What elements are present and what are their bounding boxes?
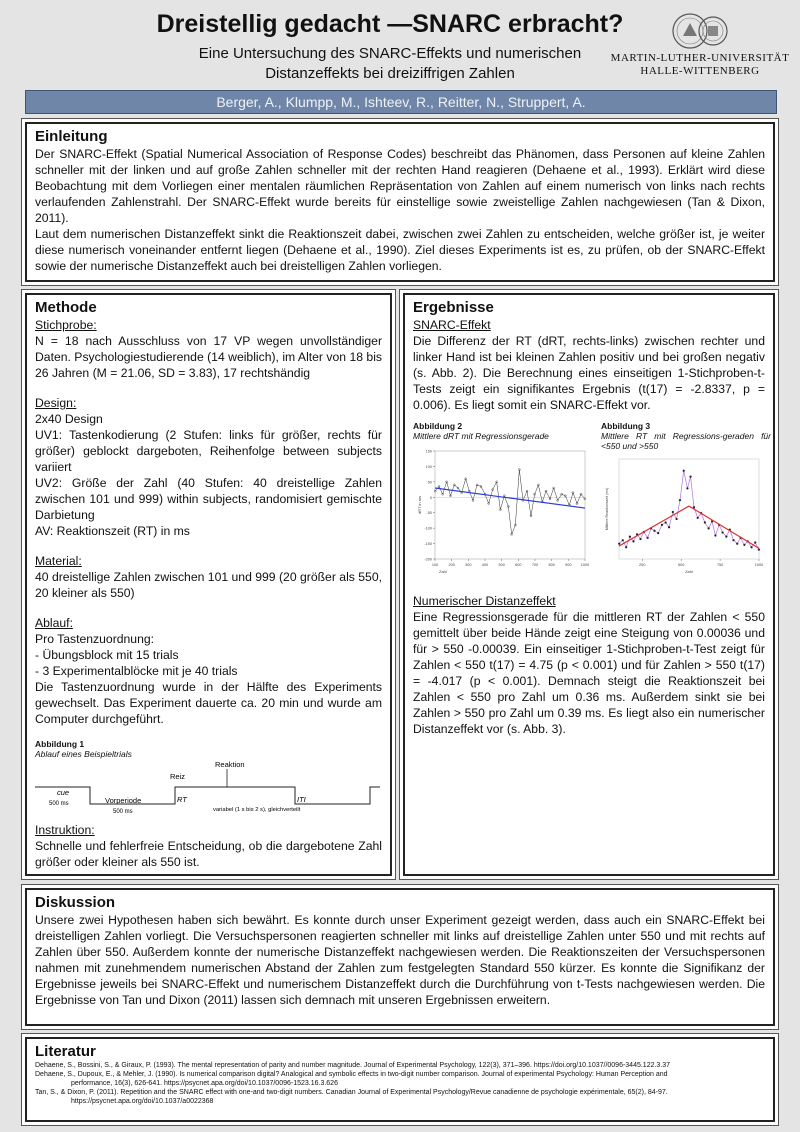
fig2-x-tick-label: 400: [481, 563, 489, 567]
fig3-data-point: [736, 543, 738, 545]
fig1-reiz: Reiz: [170, 772, 186, 781]
einleitung-box: [25, 122, 775, 282]
fig3-data-point: [714, 534, 716, 536]
fig2-x-tick-label: 200: [448, 563, 455, 567]
ergebnisse-box: [403, 293, 775, 876]
university-name-1: MARTIN-LUTHER-UNIVERSITÄT: [610, 52, 790, 64]
fig2-x-tick-label: 1000: [580, 563, 590, 567]
reference-item: Tan, S., & Dixon, P. (2011). Repetition and the SNARC effect with one-and two-digit numbers. Canadian Journal of Experimental Psychology/Revue canadienne de psychologie expérimentale, 65(2), 84-97.: [35, 1089, 668, 1096]
fig2-y-tick-label: -100: [424, 526, 432, 531]
fig1-iti: ITI: [297, 795, 306, 804]
literatur-heading: Literatur: [35, 1043, 96, 1060]
fig2-x-tick-label: 600: [515, 563, 522, 567]
reference-item: performance, 16(3), 626-641. https://psycnet.apa.org/doi/10.1037/0096-1523.16.3.626: [71, 1080, 338, 1087]
stichprobe-text: N = 18 nach Ausschluss von 17 VP wegen unvollständiger Daten. Psychologiestudierende (14 weiblich), im Alter von 18 bis 26 Jahren (M = 21.06, SD = 3.83), 17 rechtshändig: [35, 334, 382, 380]
fig3-data-point: [689, 476, 691, 478]
fig2-caption: Mittlere dRT mit Regressionsgerade: [413, 431, 549, 441]
fig3-y-axis-label: Mittlere Reaktionszeit (ms): [605, 487, 609, 531]
reference-item: Dehaene, S., Dupoux, E., & Mehler, J. (1990). Is numerical comparison digital? Analogical and symbolic effects in two-digit number comparison. Journal of experimental Psychology: Human Perception and: [35, 1071, 668, 1078]
fig2-x-tick-label: 500: [498, 563, 505, 567]
fig3-data-point: [629, 536, 631, 538]
ergebnisse-heading: Ergebnisse: [413, 299, 494, 316]
distanz-text: Eine Regressionsgerade für die mittleren RT der Zahlen < 550 gemittelt über beide Hände zeigt eine Steigung von 0.00036 und für > 550 -0.00039. Ein einseitiger 1-Stichproben-t-Test zeigt für Zahlen < 550 t(17) = 4.75 (p < 0.001) und für Zahlen > 550 t(17) = -4.017 (p < 0.001). Demnach steigt die Reaktionszeit bei Zahlen < 550 pro Zahl um 0.36 ms. Außerdem sinkt sie bei Zahlen > 550 pro Zahl um 0.39 ms. Es liegt also ein numerischer Distanzeffekt vor (s. Abb. 3).: [413, 610, 765, 736]
fig2-y-axis-label: dRT in ms: [417, 495, 422, 515]
design-line: UV1: Tastenkodierung (2 Stufen: links für größer, rechts für größer) geblockt dargeboten, Reihenfolge between subjects variiert: [35, 428, 382, 474]
fig2-x-tick-label: 700: [531, 563, 539, 567]
fig1-vorperiode: Vorperiode: [105, 796, 142, 805]
fig2-background: [413, 441, 593, 581]
fig3-data-point: [622, 539, 624, 541]
fig3-data-point: [732, 539, 734, 541]
fig3-data-point: [625, 546, 627, 548]
fig2-y-tick-label: 150: [425, 449, 432, 454]
fig3-data-point: [661, 524, 663, 526]
poster-subtitle: [150, 44, 630, 84]
fig2-x-tick-label: 300: [465, 563, 472, 567]
fig3-data-point: [665, 521, 667, 523]
fig3-caption: Mittlere RT mit Regressions-geraden für <550 und >550: [601, 431, 771, 451]
fig3-data-point: [754, 541, 756, 543]
fig3-data-point: [704, 521, 706, 523]
fig2-x-tick-label: 900: [565, 563, 572, 567]
authors-bar: Berger, A., Klumpp, M., Ishteev, R., Reitter, N., Struppert, A.: [25, 90, 777, 114]
fig3-data-point: [679, 499, 681, 501]
fig3-data-point: [686, 487, 688, 489]
instruktion-text: Schnelle und fehlerfreie Entscheidung, ob die dargebotene Zahl größer oder kleiner als 550 ist.: [35, 839, 382, 869]
literatur-box: [25, 1037, 775, 1122]
ablauf-line: - 3 Experimentalblöcke mit je 40 trials: [35, 664, 238, 678]
fig1-cue: cue: [57, 788, 70, 797]
fig2-y-tick-label: 0: [429, 495, 432, 500]
material-text: 40 dreistellige Zahlen zwischen 101 und 999 (20 größer als 550, 20 kleiner als 550): [35, 570, 382, 600]
fig2-chart: [413, 441, 593, 581]
diskussion-heading: Diskussion: [35, 894, 116, 911]
fig1-caption: Ablauf eines Beispieltrials: [35, 749, 132, 759]
snarc-label: SNARC-Effekt: [413, 318, 491, 332]
fig3-data-point: [675, 518, 677, 520]
diskussion-text: Unsere zwei Hypothesen haben sich bewährt. Es konnte durch unser Experiment gezeigt werden, dass auch ein SNARC-Effekt bei dreistelligen Zahlen vorliegt. Die Versuchspersonen reagierten schneller mit links auf dreistellige Zahlen unter 550 und mit rechts auf Zahlen über 550. Außerdem konnte der numerische Distanzeffekt nachgewiesen werden. Die Reaktionszeiten der Versuchspersonen nahmen mit zunehmendem numerischen Abstand der Zahlen zum festgelegten Standard 550 kürzer. Es konnte die Signifikanz der Ergebnisse jeweils bei SNARC-Effekt und numerischem Distanzeffekt durch die Durchführung von t-Tests nachgewiesen werden. Die Ergebnisse von Tan und Dixon (2011) lassen sich demnach mit unseren Ergebnissen erweitern.: [35, 913, 765, 1007]
fig3-x-tick-label: 750: [716, 563, 724, 567]
fig1-reaktion: Reaktion: [215, 760, 245, 769]
reference-item: Dehaene, S., Bossini, S., & Giraux, P. (1993). The mental representation of parity and number magnitude. Journal of Experimental Psychology, 122(3), 371–396. https://doi.org/10.1037//0096-3445.122.3.37: [35, 1062, 671, 1069]
einleitung-heading: Einleitung: [35, 128, 108, 145]
fig1-iti-note: variabel (1 s bis 2 s), gleichverteilt: [213, 807, 301, 813]
fig3-x-tick-label: 250: [639, 563, 646, 567]
fig1-trial-diagram: [35, 759, 380, 817]
fig3-data-point: [647, 537, 649, 539]
diskussion-box: [25, 888, 775, 1026]
fig3-chart: [601, 451, 766, 579]
fig1-cue-ms: 500 ms: [49, 801, 69, 807]
fig3-x-tick-label: 500: [678, 563, 685, 567]
fig3-data-point: [639, 538, 641, 540]
figures-row: [413, 421, 771, 593]
design-line: UV2: Größe der Zahl (40 Stufen: 40 dreistellige Zahlen zwischen 101 und 999) within subjects, randomisiert gemischte Darbietung: [35, 476, 382, 522]
fig2-y-tick-label: -150: [424, 542, 432, 547]
fig2-y-tick-label: 100: [425, 464, 432, 469]
distanz-label: Numerischer Distanzeffekt: [413, 594, 556, 608]
fig3-x-tick-label: 1000: [754, 563, 764, 567]
fig3-data-point: [758, 548, 760, 550]
stichprobe-label: Stichprobe:: [35, 318, 97, 332]
fig1-title: Abbildung 1: [35, 739, 85, 749]
fig1-rt: RT: [177, 795, 187, 804]
university-seal-icon: [671, 12, 729, 50]
fig3-title: Abbildung 3: [601, 421, 651, 431]
methode-heading: Methode: [35, 299, 97, 316]
reference-item: https://psycnet.apa.org/doi/10.1037/a0022368: [71, 1098, 214, 1105]
university-name-2: HALLE-WITTENBERG: [640, 65, 760, 77]
ablauf-line: - Übungsblock mit 15 trials: [35, 648, 179, 662]
fig3-data-point: [618, 543, 620, 545]
fig3-data-point: [683, 470, 685, 472]
einleitung-paragraph-1: Der SNARC-Effekt (Spatial Numerical Association of Response Codes) beschreibt das Phänomen, dass Personen auf kleine Zahlen schneller mit der linken und auf große Zahlen schneller mit der rechten Hand reagieren (Dehaene et al., 1993). Erklärt wird diese Beobachtung mit dem Vorliegen einer mentalen räumlichen Repräsentation von Zahlen auf einem numerisch von links nach rechts verlaufenden Zahlenstrahl. Der SNARC-Effekt wurde bereits für einstellige sowie zweistellige Zahlen nachgewiesen (Tan & Dixon, 2011).: [35, 147, 765, 225]
fig3-data-point: [722, 531, 724, 533]
material-label: Material:: [35, 554, 82, 568]
fig3-data-point: [708, 527, 710, 529]
fig3: [601, 421, 771, 584]
fig2-y-tick-label: -50: [426, 511, 432, 516]
design-line: 2x40 Design: [35, 412, 103, 426]
ablauf-text: Die Tastenzuordnung wurde in der Hälfte des Experiments gewechselt. Das Experiment dauerte ca. 20 min und wurde am Computer durchgeführt.: [35, 680, 382, 726]
fig3-data-point: [697, 517, 699, 519]
subtitle-line-1: Eine Untersuchung des SNARC-Effekts und numerischen: [198, 45, 582, 62]
fig3-x-axis-label: Zahl: [685, 569, 693, 574]
ablauf-line: Pro Tastenzuordnung:: [35, 632, 155, 646]
fig2: [413, 421, 598, 586]
fig3-data-point: [632, 540, 634, 542]
snarc-text: Die Differenz der RT (dRT, rechts-links) zwischen rechter und linker Hand ist bei kleinen Zahlen positiv und bei großen negativ (s. Abb. 2). Die Berechnung eines einseitigen 1-Stichproben-t-Tests zeigt ein signifikantes Ergebnis (t(17) = -2.8337, p = 0.006). Es liegt somit ein SNARC-Effekt vor.: [413, 334, 765, 412]
fig3-data-point: [672, 511, 674, 513]
fig2-y-tick-label: -200: [424, 557, 432, 562]
subtitle-line-2: Distanzeffekts bei dreiziffrigen Zahlen: [265, 65, 515, 82]
fig3-data-point: [750, 546, 752, 548]
fig2-x-tick-label: 800: [548, 563, 555, 567]
design-label: Design:: [35, 396, 77, 410]
fig3-data-point: [657, 532, 659, 534]
instruktion-label: Instruktion:: [35, 823, 95, 837]
einleitung-paragraph-2: Laut dem numerischen Distanzeffekt sinkt die Reaktionszeit dabei, zwischen zwei Zahlen zu entscheiden, welche größer ist, je weiter diese numerisch voneinander entfernt liegen (Dehaene et al., 1990). Ziel dieses Experiments ist es, zu prüfen, ob der SNARC-Effekt sowie der numerische Distanzeffekt auch bei dreistelligen Zahlen vorliegen.: [35, 227, 765, 273]
fig3-data-point: [725, 536, 727, 538]
fig2-x-axis-label: Zahl: [439, 569, 447, 574]
fig3-data-point: [668, 526, 670, 528]
ablauf-label: Ablauf:: [35, 616, 73, 630]
fig3-data-point: [653, 530, 655, 532]
fig3-data-point: [743, 544, 745, 546]
design-line: AV: Reaktionszeit (RT) in ms: [35, 524, 190, 538]
fig2-title: Abbildung 2: [413, 421, 463, 431]
fig2-x-tick-label: 100: [431, 563, 439, 567]
university-logo: [610, 12, 790, 78]
fig1-vorperiode-ms: 500 ms: [113, 809, 133, 815]
fig2-y-tick-label: 50: [427, 480, 432, 485]
methode-box: [25, 293, 392, 876]
poster-title: Dreistellig gedacht —SNARC erbracht?: [156, 10, 624, 38]
